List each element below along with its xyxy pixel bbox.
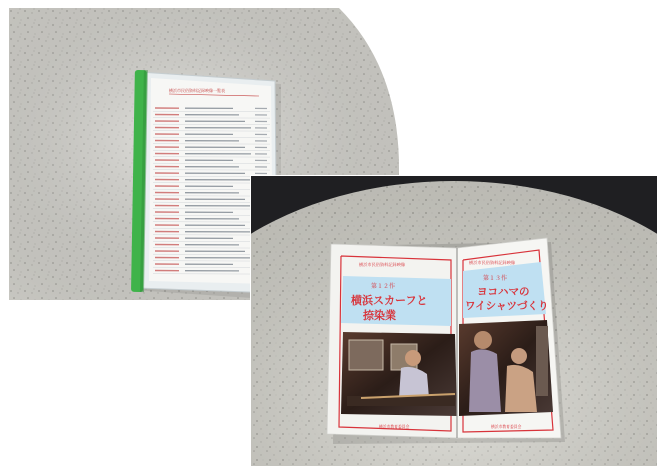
left-page-header: 横浜市民俗資料記録映像 [359,262,406,267]
left-episode: 第１２作 [371,283,396,290]
left-page-photo [341,332,457,416]
right-page-photo [459,320,553,416]
right-episode: 第１３作 [483,275,508,282]
photo-booklet [251,176,657,466]
left-title-line1: 横浜スカーフと [351,294,428,307]
right-page-footer: 横浜市教育委員会 [491,424,522,429]
left-page-footer: 横浜市教育委員会 [379,424,410,429]
right-title-line2: ワイシャツづくり [465,300,549,312]
doc-title: 横浜市民俗資料記録映像一覧表 [169,88,225,93]
right-title-line1: ヨコハマの [477,286,530,298]
photo-booklet-image [251,176,657,466]
right-page-header: 横浜市民俗資料記録映像 [469,260,516,265]
left-title-line2: 捺染業 [363,309,396,322]
